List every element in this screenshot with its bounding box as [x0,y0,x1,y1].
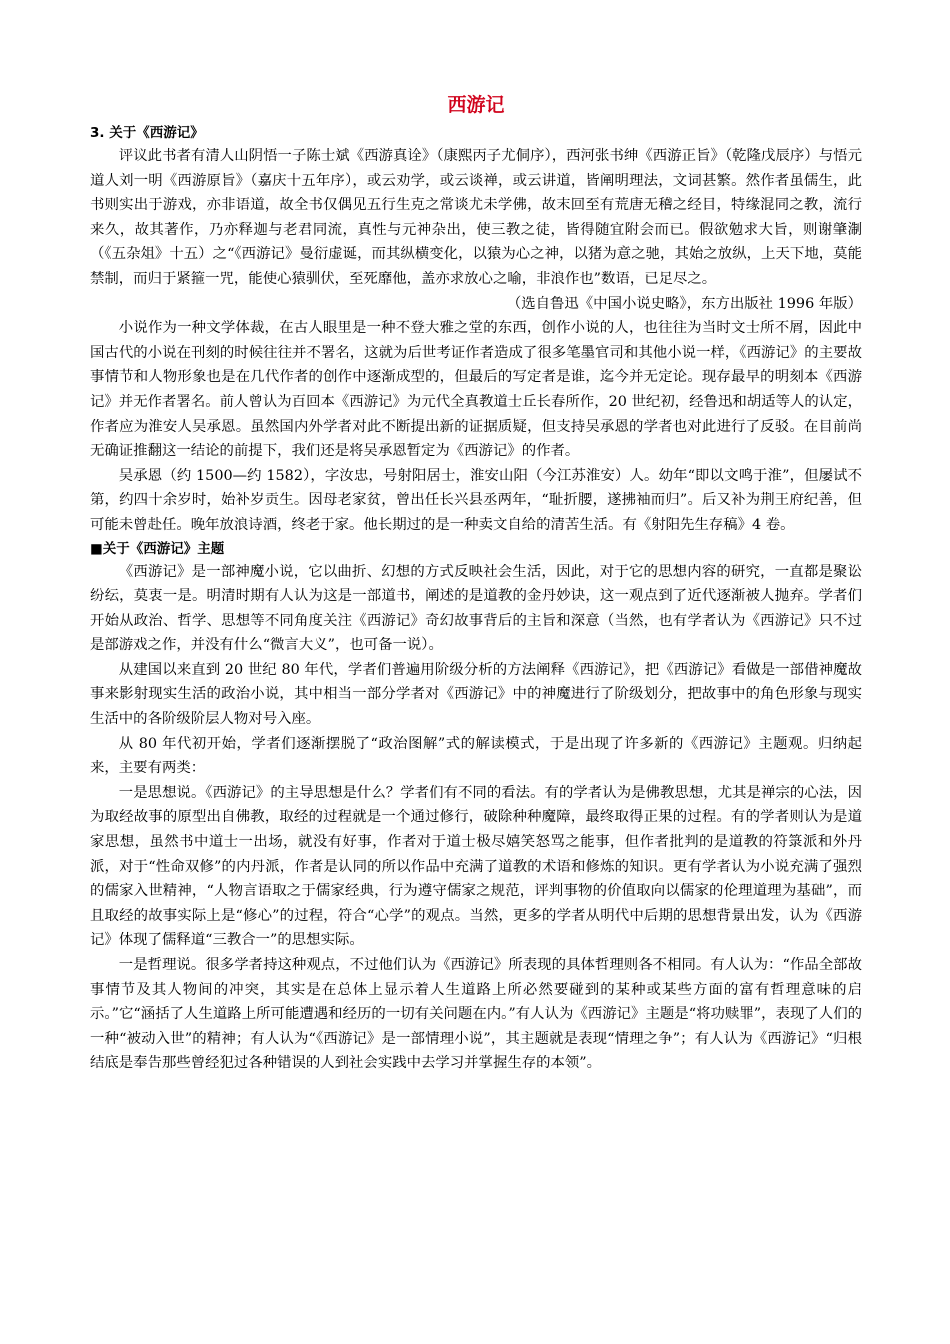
paragraph-class-analysis: 从建国以来直到 20 世纪 80 年代，学者们普遍用阶级分析的方法阐释《西游记》，把《西游记》看做是一部借神魔故事来影射现实生活的政治小说，其中相当一部分学者对《西游记》中的神魔进行了阶级划分，把故事中的角色形象与现实生活中的各阶级阶层人物对号入座。 [90,661,862,728]
paragraph-wu-chengen-bio: 吴承恩（约 1500—约 1582），字汝忠，号射阳居士，淮安山阳（今江苏淮安）人。幼年“即以文鸣于淮”，但屡试不第，约四十余岁时，始补岁贡生。因母老家贫，曾出任长兴县丞两年，“耻折腰，遂拂袖而归”。后又补为荆王府纪善，但可能未曾赴任。晚年放浪诗酒，终老于家。他长期过的是一种卖文自给的清苦生活。有《射阳先生存稿》4 卷。 [90,467,862,533]
paragraph-philosophy-theory: 一是哲理说。很多学者持这种观点，不过他们认为《西游记》所表现的具体哲理则各不相同。有人认为：“作品全部故事情节及其人物间的冲突，其实是在总体上显示着人生道路上所必然要碰到的某种或某些方面的富有哲理意味的启示。”它“涵括了人生道路上所可能遭遇和经历的一切有关问题在内。”有人认为《西游记》主题是“将功赎罪”，表现了人们的一种“被动入世”的精神；有人认为“《西游记》是一部情理小说”，其主题就是表现“情理之争”；有人认为《西游记》“归根结底是奉告那些曾经犯过各种错误的人到社会实践中去学习并掌握生存的本领”。 [90,957,862,1072]
document-title: 西游记 [447,94,505,116]
paragraph-new-views: 从 80 年代初开始，学者们逐渐摆脱了“政治图解”式的解读模式，于是出现了许多新的《西游记》主题观。归纳起来，主要有两类： [90,735,862,777]
document-page [90,92,862,1076]
paragraph-authorship: 小说作为一种文学体裁，在古人眼里是一种不登大雅之堂的东西，创作小说的人，也往往为当时文士所不屑，因此中国古代的小说在刊刻的时候往往并不署名，这就为后世考证作者造成了很多笔墨官司和其他小说一样，《西游记》的主要故事情节和人物形象也是在几代作者的创作中逐渐成型的，但最后的写定者是谁，迄今并无定论。现存最早的明刻本《西游记》并无作者署名。前人曾认为百回本《西游记》为元代全真教道士丘长春所作，20 世纪初，经鲁迅和胡适等人的认定，作者应为淮安人吴承恩。虽然国内外学者对此不断提出新的证据质疑，但支持吴承恩的学者也对此进行了反驳。在目前尚无确证推翻这一结论的前提下，我们还是将吴承恩暂定为《西游记》的作者。 [90,320,862,460]
paragraph-theme-intro: 《西游记》是一部神魔小说，它以曲折、幻想的方式反映社会生活，因此，对于它的思想内容的研究，一直都是聚讼纷纭，莫衷一是。明清时期有人认为这是一部道书，阐述的是道教的金丹妙诀，这一观点到了近代逐渐被人抛弃。学者们开始从政治、哲学、思想等不同角度关注《西游记》奇幻故事背后的主旨和深意（当然，也有学者认为《西游记》只不过是部游戏之作，并没有什么“微言大义”，也可备一说）。 [90,563,862,654]
section-heading-theme: ■关于《西游记》主题 [90,540,225,557]
paragraph-luxun-quote: 评议此书者有清人山阴悟一子陈士斌《西游真诠》（康熙丙子尤侗序），西河张书绅《西游正旨》（乾隆戊辰序）与悟元道人刘一明《西游原旨》（嘉庆十五年序），或云劝学，或云谈禅，或云讲道，皆阐明理法，文词甚繁。然作者虽儒生，此书则实出于游戏，亦非语道，故全书仅偶见五行生克之常谈尤未学佛，故末回至有荒唐无稽之经目，特缘混同之教，流行来久，故其著作，乃亦释迦与老君同流，真性与元神杂出，使三教之徒，皆得随宜附会而已。假欲勉求大旨，则谢肇淛（《五杂俎》十五）之“《西游记》曼衍虚诞，而其纵横变化，以猿为心之神，以猪为意之驰，其始之放纵，上天下地，莫能禁制，而归于紧箍一咒，能使心猿驯伏，至死靡他，盖亦求放心之喻，非浪作也”数语，已足尽之。 [90,148,862,287]
paragraph-thought-theory: 一是思想说。《西游记》的主导思想是什么？学者们有不同的看法。有的学者认为是佛教思想，尤其是禅宗的心法，因为取经故事的原型出自佛教，取经的过程就是一个通过修行，破除种种魔障，最终取得正果的过程。有的学者则认为是道家思想，虽然书中道士一出场，就没有好事，作者对于道士极尽嬉笑怒骂之能事，但作者批判的是道教的符箓派和外丹派，对于“性命双修”的内丹派，作者是认同的所以作品中充满了道教的术语和修炼的知识。更有学者认为小说充满了强烈的儒家入世精神，“人物言语取之于儒家经典，行为遵守儒家之规范，评判事物的价值取向以儒家的伦理道理为基础”，而且取经的故事实际上是“修心”的过程，符合“心学”的观点。当然，更多的学者从明代中后期的思想背景出发，认为《西游记》体现了儒释道“三教合一”的思想实际。 [90,784,862,949]
source-citation: （选自鲁迅《中国小说史略》，东方出版社 1996 年版） [506,295,862,312]
section-heading-about-xiyouji: 3. 关于《西游记》 [90,125,204,141]
